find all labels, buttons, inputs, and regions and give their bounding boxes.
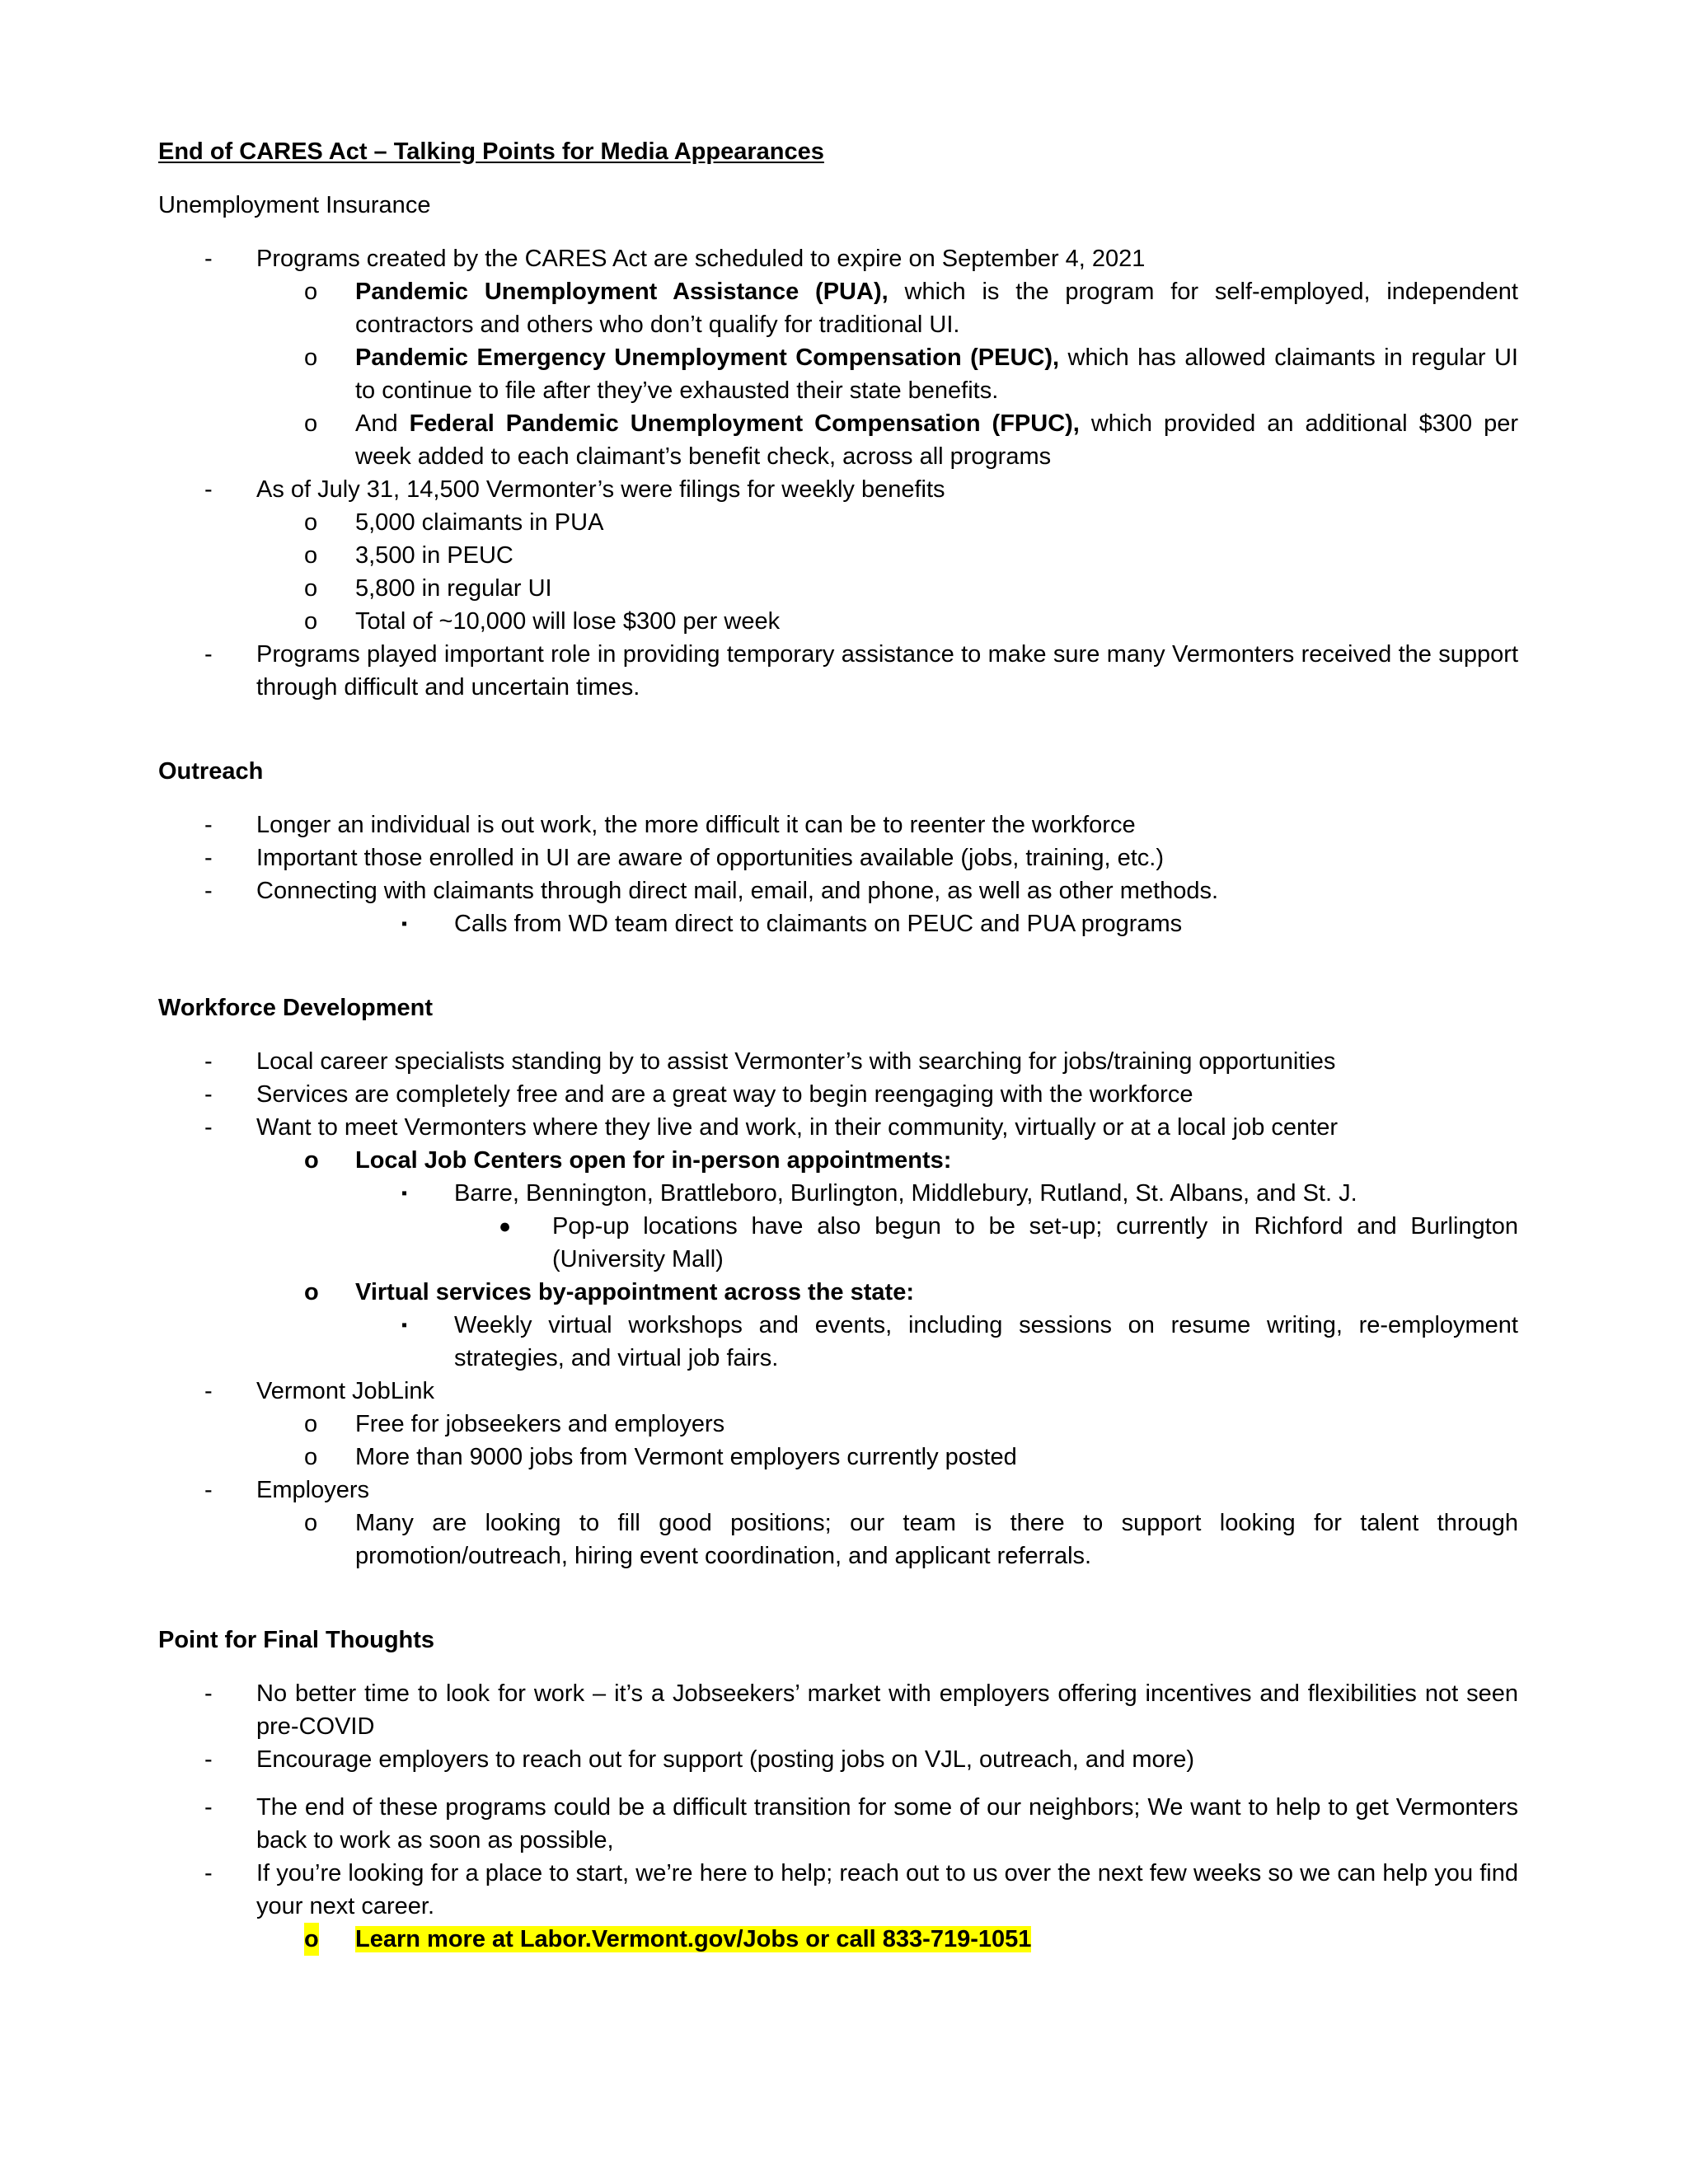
document-title: End of CARES Act – Talking Points for Media Appearances — [158, 138, 824, 165]
list-item — [158, 808, 1518, 841]
list-item — [158, 1408, 1518, 1441]
circle-marker: o — [304, 410, 318, 437]
item-text: As of July 31, 14,500 Vermonter’s were filings for weekly benefits — [256, 476, 945, 503]
item-text: More than 9000 jobs from Vermont employers currently posted — [355, 1444, 1017, 1470]
dash-marker: - — [204, 1081, 213, 1108]
list-item — [158, 1791, 1518, 1857]
list-item — [158, 638, 1518, 704]
dash-marker: - — [204, 878, 213, 904]
list-item — [158, 1078, 1518, 1111]
list-item — [158, 874, 1518, 907]
item-text: Local career specialists standing by to assist Vermonter’s with searching for jobs/training opportunities — [256, 1048, 1336, 1075]
square-marker: ▪ — [401, 1316, 408, 1334]
dash-marker: - — [204, 845, 213, 871]
item-text: Connecting with claimants through direct mail, email, and phone, as well as other methods. — [256, 878, 1219, 904]
dash-marker: - — [204, 1048, 213, 1075]
item-text: The end of these programs could be a difficult transition for some of our neighbors; We want to help to get Vermonters back to work as soon as possible, — [256, 1794, 1518, 1854]
list-item — [158, 841, 1518, 874]
list-item — [158, 1375, 1518, 1408]
list-item — [158, 1743, 1518, 1776]
circle-marker: o — [304, 1147, 319, 1174]
circle-marker: o — [304, 279, 318, 305]
list-item — [158, 1441, 1518, 1474]
dash-marker: - — [204, 641, 213, 668]
section-heading-workforce-development: Workforce Development — [158, 995, 434, 1021]
dash-marker: - — [204, 1378, 213, 1404]
item-text: Want to meet Vermonters where they live and work, in their community, virtually or at a local job center — [256, 1114, 1338, 1141]
item-text: Barre, Bennington, Brattleboro, Burlington, Middlebury, Rutland, St. Albans, and St. J. — [454, 1180, 1357, 1207]
item-text: Services are completely free and are a great way to begin reengaging with the workforce — [256, 1081, 1193, 1108]
item-text: which is the program for self-employed, independent contractors and others who don’t qualify for traditional UI. — [355, 279, 1518, 338]
item-text: Pop-up locations have also begun to be set-up; currently in Richford and Burlington (University Mall) — [552, 1213, 1518, 1272]
item-text: 3,500 in PEUC — [355, 542, 513, 569]
square-marker: ▪ — [401, 1184, 408, 1202]
section-heading-outreach: Outreach — [158, 758, 264, 785]
item-text: Programs created by the CARES Act are scheduled to expire on September 4, 2021 — [256, 246, 1146, 272]
section-heading-final-thoughts: Point for Final Thoughts — [158, 1627, 435, 1653]
item-text: Weekly virtual workshops and events, including sessions on resume writing, re-employment strategies, and virtual job fairs. — [454, 1312, 1518, 1371]
dash-marker: - — [204, 1680, 213, 1707]
circle-marker: o — [304, 608, 318, 635]
list-item — [158, 1923, 1518, 1956]
item-text: which has allowed claimants in regular UI to continue to file after they’ve exhausted their state benefits. — [355, 344, 1518, 404]
list-item — [158, 473, 1518, 506]
section-heading-unemployment-insurance: Unemployment Insurance — [158, 192, 431, 218]
dash-marker: - — [204, 1114, 213, 1141]
dash-marker: - — [204, 1860, 213, 1886]
dash-marker: - — [204, 1794, 213, 1821]
item-text: Important those enrolled in UI are aware of opportunities available (jobs, training, etc.) — [256, 845, 1164, 871]
item-text: No better time to look for work – it’s a Jobseekers’ market with employers offering incentives and flexibilities not seen pre-COVID — [256, 1680, 1518, 1740]
list-item — [158, 1177, 1518, 1210]
list-item — [158, 539, 1518, 572]
bullet-marker: ● — [499, 1215, 512, 1238]
circle-marker: o — [304, 1923, 319, 1956]
list-item — [158, 1507, 1518, 1572]
list-item — [158, 605, 1518, 638]
item-text: 5,800 in regular UI — [355, 575, 552, 602]
dash-marker: - — [204, 812, 213, 838]
square-marker: ▪ — [401, 915, 408, 933]
item-text: Programs played important role in providing temporary assistance to make sure many Vermonters received the support through difficult and uncertain times. — [256, 641, 1518, 701]
item-text: And — [355, 410, 410, 437]
list-item — [158, 506, 1518, 539]
dash-marker: - — [204, 246, 213, 272]
dash-marker: - — [204, 1746, 213, 1773]
item-text: Vermont JobLink — [256, 1378, 435, 1404]
item-text: Free for jobseekers and employers — [355, 1411, 725, 1437]
circle-marker: o — [304, 542, 318, 569]
list-item — [158, 242, 1518, 275]
list-item — [158, 1677, 1518, 1743]
item-text: which provided an additional $300 per week added to each claimant’s benefit check, across all programs — [355, 410, 1518, 470]
item-text: Calls from WD team direct to claimants on PEUC and PUA programs — [454, 911, 1183, 937]
list-item — [158, 1309, 1518, 1375]
list-item — [158, 1276, 1518, 1309]
list-item — [158, 341, 1518, 407]
list-item — [158, 907, 1518, 940]
circle-marker: o — [304, 1444, 318, 1470]
document-body — [158, 135, 1518, 1956]
item-text: If you’re looking for a place to start, we’re here to help; reach out to us over the next few weeks so we can help you find your next career. — [256, 1860, 1518, 1919]
item-text: Virtual services by-appointment across the state: — [355, 1279, 914, 1305]
item-text: Local Job Centers open for in-person appointments: — [355, 1147, 952, 1174]
list-item — [158, 407, 1518, 473]
circle-marker: o — [304, 1411, 318, 1437]
list-item — [158, 572, 1518, 605]
dash-marker: - — [204, 476, 213, 503]
list-item — [158, 1857, 1518, 1923]
list-item — [158, 275, 1518, 341]
list-item — [158, 1045, 1518, 1078]
call-to-action-highlight: Learn more at Labor.Vermont.gov/Jobs or call 833-719-1051 — [355, 1926, 1032, 1952]
item-text: Total of ~10,000 will lose $300 per week — [355, 608, 781, 635]
list-item — [158, 1111, 1518, 1144]
item-text: Longer an individual is out work, the more difficult it can be to reenter the workforce — [256, 812, 1136, 838]
dash-marker: - — [204, 1477, 213, 1503]
circle-marker: o — [304, 509, 318, 536]
list-item — [158, 1210, 1518, 1276]
program-name-peuc: Pandemic Emergency Unemployment Compensation (PEUC), — [355, 344, 1060, 371]
circle-marker: o — [304, 344, 318, 371]
item-text: Encourage employers to reach out for support (posting jobs on VJL, outreach, and more) — [256, 1746, 1195, 1773]
circle-marker: o — [304, 1279, 319, 1305]
program-name-fpuc: Federal Pandemic Unemployment Compensation (FPUC), — [409, 410, 1080, 437]
item-text: Many are looking to fill good positions; our team is there to support looking for talent through promotion/outreach, hiring event coordination, and applicant referrals. — [355, 1510, 1518, 1569]
circle-marker: o — [304, 1510, 318, 1536]
list-item — [158, 1144, 1518, 1177]
program-name-pua: Pandemic Unemployment Assistance (PUA), — [355, 279, 889, 305]
circle-marker: o — [304, 575, 318, 602]
item-text: Employers — [256, 1477, 369, 1503]
list-item — [158, 1474, 1518, 1507]
item-text: 5,000 claimants in PUA — [355, 509, 604, 536]
